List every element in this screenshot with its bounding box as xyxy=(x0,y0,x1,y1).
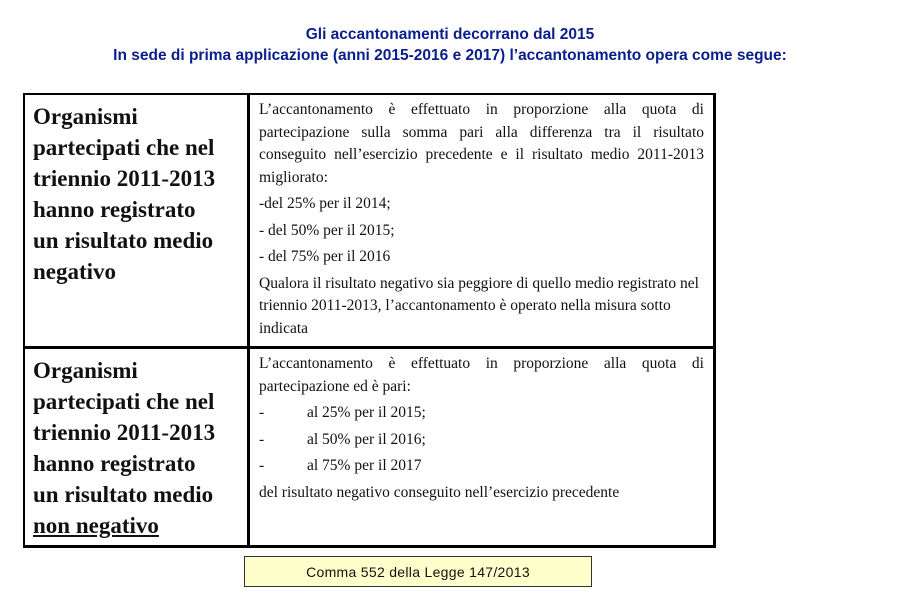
row1-condition-line: hanno registrato xyxy=(33,197,196,222)
row1-rule-item: -del 25% per il 2014; xyxy=(259,195,391,212)
row1-condition-line: un risultato medio xyxy=(33,228,214,253)
row2-condition-line: Organismi xyxy=(33,358,138,383)
row2-condition-line: triennio 2011-2013 xyxy=(33,420,216,445)
bullet-dash: - xyxy=(259,430,265,448)
row2-rule-cell xyxy=(250,349,713,545)
bullet-text: al 50% per il 2016; xyxy=(307,430,426,448)
row2-rule-note: del risultato negativo conseguito nell’esercizio precedente xyxy=(259,483,620,501)
row1-rule-intro: L’accantonamento è effettuato in proporzione alla quota di partecipazione sulla somma pari alla differenza tra il risultato conseguito nell’esercizio precedente e il risultato medio 2011-2013 migliorato: xyxy=(259,101,704,186)
row1-condition-line: partecipati che nel xyxy=(33,135,215,160)
row1-condition-cell xyxy=(25,95,247,346)
row1-condition-line: triennio 2011-2013 xyxy=(33,166,216,191)
row1-condition-line: Organismi xyxy=(33,104,138,129)
slide-subtitle: In sede di prima applicazione (anni 2015-2016 e 2017) l’accantonamento opera come segue: xyxy=(113,47,787,64)
bullet-text: al 25% per il 2015; xyxy=(307,404,426,421)
row2-condition-line: partecipati che nel xyxy=(33,389,215,414)
row2-condition-line: hanno registrato xyxy=(33,451,196,476)
row2-condition-cell xyxy=(25,349,247,545)
row2-rule-item xyxy=(259,429,704,452)
row2-rule-intro: L’accantonamento è effettuato in proporzione alla quota di partecipazione ed è pari: xyxy=(259,355,704,395)
row1-condition-line: negativo xyxy=(33,259,117,284)
slide-title: Gli accantonamenti decorrano dal 2015 xyxy=(305,26,595,43)
row1-rule-item: - del 50% per il 2015; xyxy=(259,221,395,239)
row2-rule-item xyxy=(259,402,704,425)
bullet-dash: - xyxy=(259,404,265,421)
law-reference-box: Comma 552 della Legge 147/2013 xyxy=(244,556,592,587)
row1-rule-cell xyxy=(250,95,713,346)
row2-condition-line: un risultato medio xyxy=(33,482,214,507)
bullet-text: al 75% per il 2017 xyxy=(307,457,422,474)
rules-table xyxy=(23,93,716,548)
row2-condition-emphasis: non negativo xyxy=(33,513,159,538)
row1-rule-note: Qualora il risultato negativo sia peggiore di quello medio registrato nel triennio 2011-2013, l’accantonamento è operato nella misura sotto indicata xyxy=(259,274,699,337)
bullet-dash: - xyxy=(259,457,265,474)
row1-rule-item: - del 75% per il 2016 xyxy=(259,248,391,265)
row2-rule-item xyxy=(259,455,704,478)
